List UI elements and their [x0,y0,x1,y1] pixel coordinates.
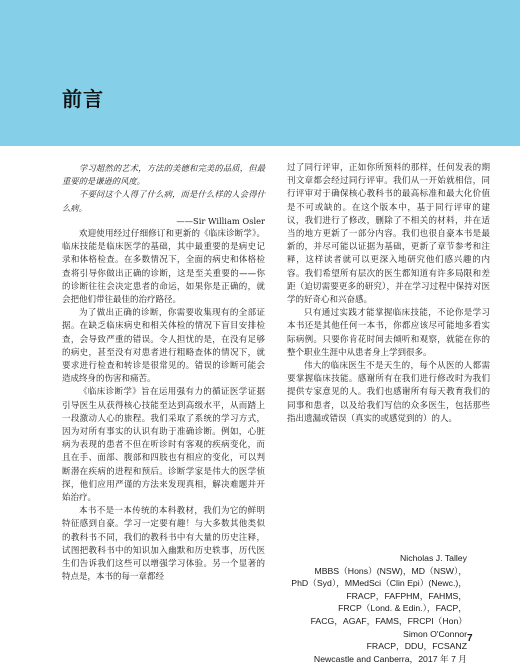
epigraph-line-2: 不要问这个人得了什么病，而是什么样的人会得什么病。 [62,189,265,213]
page-number: 7 [467,633,473,644]
signature-line: FACG，AGAF，FAMS，FRCPI（Hon） [310,615,467,626]
epigraph-line-1: 学习超然的艺术，方法的美德和完美的品质，但最重要的是谦逊的风度。 [62,163,265,187]
paragraph: 只有通过实践才能掌握临床技能，不论你是学习本书还是其他任何一本书，你都应该尽可能地多看实际病例。只要你肯花时间去倾听和观察，就能在你的整个职业生涯中从患者身上学到很多。 [287,308,490,358]
paragraph: 伟大的临床医生不是天生的，每个从医的人都需要掌握临床技能。感谢所有在我们进行修改时为我们提供专家意见的人。我们也感谢所有每天教育我们的同事和患者，以及给我们写信的众多医生，包括那些指出遗漏或错误（真实的或感觉到的）的人。 [287,361,490,424]
paragraph: 为了做出正确的诊断，你需要收集现有的全部证据。在缺乏临床病史和相关体检的情况下盲目安排检查，会导致严重的错误。令人担忧的是，在没有足够的病史，甚至没有对患者进行粗略查体的情况下，就要求进行检查和转诊是很常见的。错误的诊断可能会造成终身的伤害和痛苦。 [62,308,265,385]
signature-line: Newcastle and Canberra，2017 年 7 月 [313,653,467,664]
left-column [62,162,265,585]
paragraph: 本书不是一本传统的本科教材，我们为它的鲜明特征感到自豪。学习一定要有趣！与大多数其他类似的教科书不同，我们的教科书中有大量的历史注释，试图把教科书中的知识加入幽默和历史轶事，历代医生们告诉我们这些可以增强学习体验。另一个显著的特点是，本书的每一章都经 [62,506,265,583]
header-band [0,0,520,146]
signature-line: FRACP，DDU，FCSANZ [366,641,467,652]
epigraph-author: ——Sir William Osler [176,215,265,226]
paragraph: 欢迎使用经过仔细修订和更新的《临床诊断学》。临床技能是临床医学的基础，其中最重要的是病史记录和体格检查。在多数情况下，全面的病史和体格检查将引导你做出正确的诊断，这是至关重要的——你的诊断往往会决定患者的命运，如果你是正确的，就会把他们带往最佳的治疗路径。 [62,229,265,306]
author-signature [287,552,467,665]
signature-line: FRACP，FAFPHM，FAHMS， [346,590,467,601]
right-column [287,162,490,426]
signature-line: FRCP（Lond. & Edin.），FACP， [338,603,467,614]
paragraph: 《临床诊断学》旨在运用强有力的循证医学证据引导医生从获得核心技能至达到高级水平，从而踏上一段激动人心的旅程。我们采取了系统的学习方式，因为对所有事实的认识有助于准确诊断。例如，心脏病为表现的患者不但在听诊时有客观的疾病变化，而且在手、面部、腹部和四肢也有相应的变化，可以判断潜在疾病的进程和预后。诊断学家是伟大的医学侦探，他们应用严谨的方法来发现真相，解决难题并开始治疗。 [62,387,265,504]
paragraph: 过了同行评审，正如你所预料的那样，任何发表的期刊文章都会经过同行评审。我们从一开始就相信，同行评审对于确保核心教科书的最高标准和最大化价值是不可或缺的。在这个版本中，基于同行评审的建议，我们进行了修改，删除了不相关的材料，并在适当的地方更新了一部分内容。我们也很自豪本书是最新的，并尽可能以证据为基础，更新了章节参考和注释，这样读者就可以更深入地研究他们感兴趣的内容。我们希望所有层次的医生都知道有许多局限和差距（迫切需要更多的研究），并在学习过程中保持对医学的好奇心和兴奋感。 [287,163,490,306]
signature-line: PhD（Syd），MMedSci（Clin Epi）(Newc.)， [291,578,467,589]
signature-line: Simon O'Connor [403,628,467,639]
signature-line: MBBS（Hons）(NSW)，MD（NSW）， [314,565,467,576]
signature-line: Nicholas J. Talley [400,553,467,563]
page-title: 前言 [62,87,104,111]
